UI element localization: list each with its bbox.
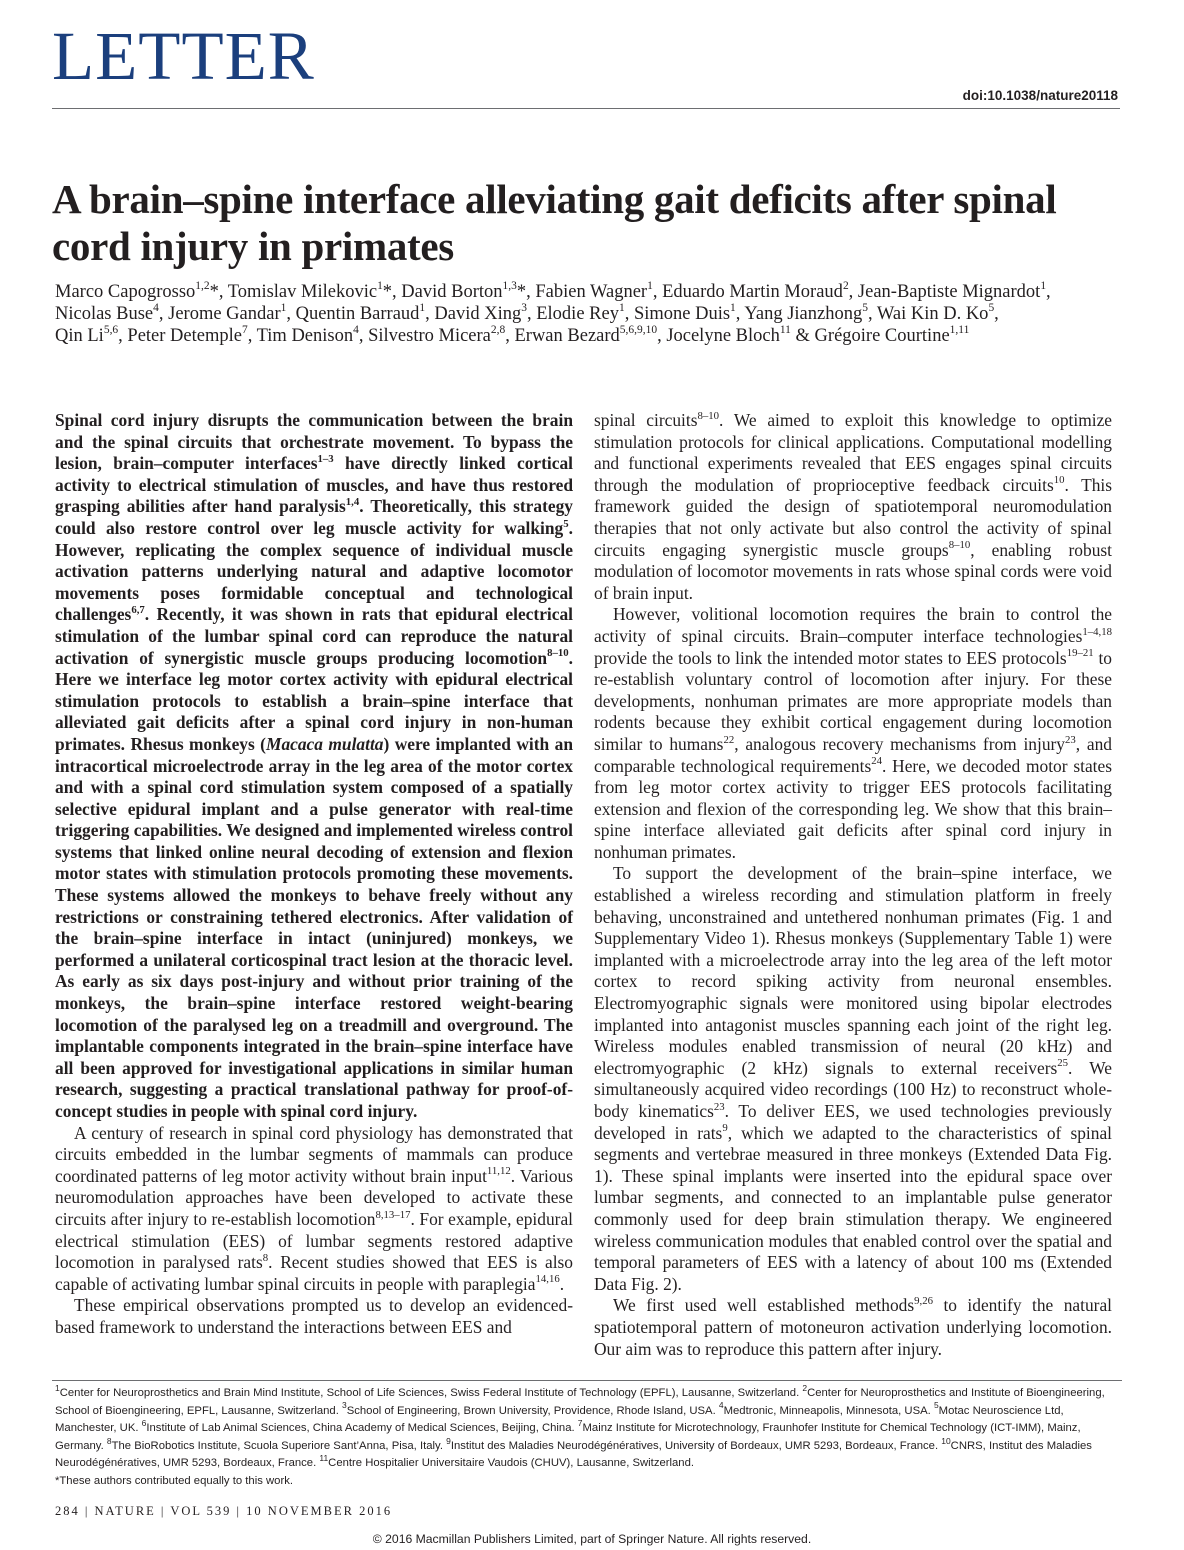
citation-ref: 8 bbox=[262, 1251, 269, 1264]
author bbox=[666, 323, 791, 346]
author-affiliation-ref: 1,3 bbox=[502, 280, 517, 293]
author-name: Wai Kin D. Ko bbox=[876, 303, 989, 324]
author-affiliation-ref: 2,8 bbox=[490, 323, 506, 336]
affiliation-text: Medtronic, Minneapolis, Minnesota, USA. bbox=[723, 1404, 934, 1417]
author-affiliation-ref: 4 bbox=[153, 302, 159, 315]
text-run: spinal circuits bbox=[594, 410, 698, 430]
equal-contribution-mark: * bbox=[516, 282, 527, 302]
text-run: , which we adapted to the characteristics of spinal segments and vertebrae measured in three monkeys (Extended Data Fig. 1). These spinal implants were inserted into the epidural space over lumbar segments, and connected to an implantable pulse generator commonly used for deep brain stimulation therapy. We engineered wireless communication modules that enabled control over the spatial and temporal parameters of EES with a latency of about 100 ms (Extended Data Fig. 2). bbox=[594, 1122, 1112, 1294]
author bbox=[877, 304, 994, 324]
author-name: Marco Capogrosso bbox=[55, 282, 196, 302]
author-name: Qin Li bbox=[55, 325, 104, 346]
author-separator: , bbox=[848, 282, 858, 302]
affiliation-number: 9 bbox=[446, 1435, 451, 1446]
author-name: Jerome Gandar bbox=[168, 303, 281, 324]
text-run: . Here, we decoded motor states from leg motor cortex activity to trigger EES protocols facilitating extension and flexion of the corresponding leg. We show that this brain–spine interface alleviated gait deficits after spinal cord injury in nonhuman primates. bbox=[594, 755, 1112, 862]
body-paragraph bbox=[55, 1295, 573, 1338]
text-run: , and comparable technological requirements bbox=[594, 733, 1112, 776]
author-separator: , bbox=[358, 325, 369, 346]
author bbox=[744, 304, 868, 324]
text-run: Spinal cord injury disrupts the communication between the brain and the spinal circuits that orchestrate movement. To bypass the lesion, brain–computer interfaces bbox=[55, 410, 573, 474]
author-name: Nicolas Buse bbox=[55, 303, 154, 324]
abstract-paragraph bbox=[55, 410, 573, 1123]
author-separator: , bbox=[526, 303, 537, 324]
text-run: . This framework guided the design of spatiotemporal neuromodulation therapies that not only activate but also control the activity of spinal circuits engaging synergistic muscle groups bbox=[594, 474, 1112, 560]
affiliation-text: Institut des Maladies Neurodégénératives, University of Bordeaux, UMR 5293, Bordeaux, France. bbox=[450, 1439, 942, 1452]
author-separator: , bbox=[118, 325, 128, 346]
footnote-divider bbox=[52, 1380, 1122, 1381]
affiliation-text: Center for Neuroprosthetics and Brain Mind Institute, School of Life Sciences, Swiss Federal Institute of Technology (EPFL), Lausanne, Switzerland. bbox=[59, 1387, 803, 1399]
affiliation-text: CNRS, Institut des Maladies Neurodégénératives, UMR 5293, Bordeaux, France. bbox=[55, 1439, 1092, 1470]
author bbox=[55, 323, 119, 346]
citation-ref: 6,7 bbox=[131, 604, 145, 617]
text-run: . Recent studies showed that EES is also capable of activating lumbar spinal circuits in people with paraplegia bbox=[55, 1252, 573, 1294]
citation-ref: 8,13–17 bbox=[375, 1208, 411, 1221]
author-separator: , bbox=[526, 282, 536, 302]
author-affiliation-ref: 1 bbox=[647, 280, 653, 293]
body-paragraph bbox=[594, 863, 1112, 1295]
author bbox=[536, 304, 624, 324]
text-run: To support the development of the brain–spine interface, we established a wireless recording and stimulation platform in freely behaving, unconstrained and untethered nonhuman primates (Fig. 1 and Supplementary Video 1). Rhesus monkeys (Supplementary Table 1) were implanted with a microelectrode array into the leg area of the left motor cortex to record spiking activity from neuronal ensembles. Electromyographic signals were monitored using bipolar electrodes implanted into antagonist muscles spanning each joint of the right leg. Wireless modules enabled transmission of neural (20 kHz) and electromyographic (2 kHz) signals to external receivers bbox=[594, 863, 1112, 1078]
author-name: Erwan Bezard bbox=[514, 325, 620, 346]
author bbox=[514, 323, 658, 346]
body-paragraph bbox=[594, 1295, 1112, 1360]
author-affiliation-ref: 1 bbox=[618, 302, 625, 315]
affiliation-text: School of Engineering, Brown University, Providence, Rhode Island, USA. bbox=[346, 1404, 719, 1417]
author bbox=[55, 282, 219, 302]
author-separator: , bbox=[657, 325, 667, 346]
citation-ref: 19–21 bbox=[1066, 647, 1094, 660]
text-run: , enabling robust modulation of locomotor movements in rats whose spinal cords were void of brain input. bbox=[594, 539, 1112, 603]
citation-ref: 14,16 bbox=[535, 1273, 560, 1286]
author-name: Tomislav Milekovic bbox=[227, 282, 378, 302]
author-separator: , bbox=[624, 303, 634, 324]
article-title: A brain–spine interface alleviating gait deficits after spinal cord injury in primates bbox=[52, 176, 1057, 269]
doi[interactable]: doi:10.1038/nature20118 bbox=[962, 88, 1118, 103]
author-affiliation-ref: 1 bbox=[280, 302, 287, 315]
author bbox=[228, 282, 392, 302]
affiliation-number: 8 bbox=[106, 1435, 112, 1446]
text-run: . Theoretically, this strategy could also restore control over leg muscle activity for walking bbox=[55, 496, 573, 538]
author-name: Tim Denison bbox=[256, 325, 354, 346]
text-run: to re-establish voluntary control of locomotion after injury. For these developments, nonhuman primates are more appropriate models than rodents because they exhibit cortical engagement during locomotion similar to humans bbox=[594, 647, 1112, 754]
author-separator: , bbox=[247, 325, 257, 346]
author-affiliation-ref: 7 bbox=[241, 323, 248, 336]
text-run: . For example, epidural electrical stimulation (EES) of lumbar segments restored adaptive locomotion in paralysed rats bbox=[55, 1208, 573, 1273]
author-name: Elodie Rey bbox=[536, 303, 619, 324]
citation-ref: 23 bbox=[713, 1100, 725, 1113]
author bbox=[662, 282, 849, 302]
author-name: Fabien Wagner bbox=[535, 282, 648, 302]
author bbox=[256, 323, 359, 346]
affiliation-text: Motac Neuroscience Ltd, Manchester, UK. bbox=[55, 1404, 1064, 1435]
affiliations-footnote bbox=[55, 1382, 1115, 1491]
text-run: . Recently, it was shown in rats that epidural electrical stimulation of the lumbar spinal cord can reproduce the natural activation of synergistic muscle groups producing locomotion bbox=[55, 604, 573, 668]
text-run: A century of research in spinal cord physiology has demonstrated that circuits embedded in the lumbar segments of mammals can produce coordinated patterns of leg motor activity without brain input bbox=[55, 1122, 573, 1186]
affiliation-number: 11 bbox=[319, 1453, 329, 1464]
citation-ref: 5 bbox=[563, 517, 569, 530]
author-name: Grégoire Courtine bbox=[814, 325, 950, 346]
text-run: . We aimed to exploit this knowledge to optimize stimulation protocols for clinical applications. Computational modelling and functional experiments revealed that EES engages spinal circuits through the modulation of proprioceptive feedback circuits bbox=[594, 410, 1113, 495]
author-affiliation-ref: 1 bbox=[730, 302, 736, 315]
text-run: . Various neuromodulation approaches have been developed to activate these circuits after injury to re-establish locomotion bbox=[55, 1165, 574, 1229]
author-affiliation-ref: 1 bbox=[377, 280, 383, 293]
author-separator: , bbox=[652, 282, 663, 302]
text-run: , analogous recovery mechanisms from injury bbox=[734, 733, 1066, 754]
text-run: provide the tools to link the intended motor states to EES protocols bbox=[594, 647, 1067, 668]
author bbox=[634, 304, 736, 324]
affiliation-number: 2 bbox=[802, 1382, 808, 1393]
affiliation-text: The BioRobotics Institute, Scuola Superiore Sant’Anna, Pisa, Italy. bbox=[111, 1439, 447, 1452]
author-affiliation-ref: 1 bbox=[419, 302, 426, 315]
citation-ref: 8–10 bbox=[697, 409, 720, 422]
citation-ref: 22 bbox=[723, 733, 735, 746]
body-column-right bbox=[594, 410, 1112, 1360]
author-separator: , bbox=[867, 303, 877, 324]
text-run: . We simultaneously acquired video recordings (100 Hz) to reconstruct whole-body kinematics bbox=[594, 1057, 1112, 1121]
author-name: Peter Detemple bbox=[127, 325, 242, 346]
author-separator: , bbox=[994, 303, 999, 324]
citation-ref: 1,4 bbox=[345, 496, 360, 509]
affiliation-text: Center for Neuroprosthetics and Institute of Bioengineering, School of Bioengineering, EPFL, Lausanne, Switzerland. bbox=[55, 1387, 1105, 1417]
body-paragraph bbox=[594, 604, 1112, 863]
affiliation-number: 5 bbox=[933, 1400, 939, 1411]
author-separator: , bbox=[735, 303, 745, 324]
affiliation-number: 1 bbox=[55, 1382, 60, 1393]
author-name: David Xing bbox=[434, 303, 522, 324]
equal-contribution-mark: * bbox=[382, 282, 393, 302]
author-name: Yang Jianzhong bbox=[744, 303, 863, 324]
author-list bbox=[55, 282, 1055, 347]
page-folio: 284 | NATURE | VOL 539 | 10 NOVEMBER 2016 bbox=[55, 1504, 393, 1518]
author-name: Silvestro Micera bbox=[368, 325, 491, 346]
citation-ref: 8–10 bbox=[547, 647, 569, 660]
author-separator: , bbox=[505, 325, 515, 346]
author-separator: , bbox=[218, 282, 228, 302]
equal-contribution-note: *These authors contributed equally to this work. bbox=[55, 1474, 293, 1487]
author-affiliation-ref: 5,6,9,10 bbox=[619, 323, 658, 336]
text-run: These empirical observations prompted us to develop an evidenced-based framework to understand the interactions between EES and bbox=[55, 1295, 573, 1337]
author-separator: , bbox=[158, 303, 169, 324]
citation-ref: 9 bbox=[722, 1122, 728, 1135]
citation-ref: 8–10 bbox=[948, 539, 971, 552]
citation-ref: 1–3 bbox=[317, 452, 334, 465]
text-run: ) were implanted with an intracortical microelectrode array in the leg area of the motor cortex and with a spinal cord stimulation system composed of a spatially selective epidural implant and a pulse generator with real-time triggering capabilities. We designed and implemented wireless control systems that linked online neural decoding of extension and flexion motor states with stimulation protocols promoting these movements. These systems allowed the monkeys to behave freely without any restrictions or constraining tethered electronics. After validation of the brain–spine interface in intact (uninjured) monkeys, we performed a unilateral corticospinal tract lesion at the thoracic level. As early as six days post-injury and without prior training of the monkeys, the brain–spine interface restored weight-bearing locomotion of the paralysed leg on a treadmill and overground. The implantable components integrated in the brain–spine interface have all been approved for investigational applications in similar human research, suggesting a practical translational pathway for proof-of-concept studies in people with spinal cord injury. bbox=[55, 733, 574, 1121]
author-affiliation-ref: 5 bbox=[862, 302, 868, 315]
author-affiliation-ref: 1 bbox=[1040, 280, 1047, 293]
author bbox=[127, 323, 248, 346]
text-run: However, volitional locomotion requires the brain to control the activity of spinal circuits. Brain–computer interface technologies bbox=[594, 604, 1112, 646]
affiliation-text: Centre Hospitalier Universitaire Vaudois (CHUV), Lausanne, Switzerland. bbox=[328, 1457, 695, 1470]
text-run: have directly linked cortical activity to electrical stimulation of muscles, and have thus restored grasping abilities after hand paralysis bbox=[55, 453, 573, 517]
author bbox=[535, 282, 652, 302]
section-label: LETTER bbox=[52, 18, 315, 94]
author bbox=[296, 304, 426, 324]
citation-ref: 24 bbox=[871, 755, 882, 768]
affiliation-number: 7 bbox=[577, 1418, 583, 1428]
author-affiliation-ref: 5,6 bbox=[103, 323, 119, 336]
author-affiliation-ref: 4 bbox=[353, 323, 359, 336]
affiliation-list bbox=[55, 1382, 1115, 1473]
author-affiliation-ref: 1,11 bbox=[949, 323, 970, 336]
affiliation-number: 4 bbox=[718, 1400, 724, 1411]
species-name: Macaca mulatta bbox=[265, 733, 384, 754]
citation-ref: 25 bbox=[1057, 1057, 1069, 1070]
affiliation-text: Institute of Lab Animal Sciences, China Academy of Medical Sciences, Beijing, China. bbox=[146, 1422, 578, 1435]
author-separator: , bbox=[425, 303, 435, 324]
author-affiliation-ref: 1,2 bbox=[195, 280, 210, 293]
citation-ref: 23 bbox=[1065, 733, 1076, 746]
author-separator: , bbox=[392, 282, 402, 302]
author bbox=[434, 304, 527, 324]
citation-ref: 1–4,18 bbox=[1082, 625, 1112, 638]
header-divider bbox=[52, 108, 1120, 109]
author-affiliation-ref: 2 bbox=[842, 280, 849, 293]
text-run: to identify the natural spatiotemporal pattern of motoneuron activation underlying locomotion. Our aim was to reproduce this pattern after injury. bbox=[594, 1295, 1112, 1359]
copyright-notice: © 2016 Macmillan Publishers Limited, part of Springer Nature. All rights reserved. bbox=[372, 1532, 812, 1546]
author-name: Eduardo Martin Moraud bbox=[662, 282, 843, 302]
author-affiliation-ref: 5 bbox=[988, 302, 995, 315]
author-separator: & bbox=[790, 325, 815, 346]
affiliation-number: 6 bbox=[141, 1418, 147, 1428]
body-column-left bbox=[55, 410, 573, 1339]
text-run: . Here we interface leg motor cortex activity with epidural electrical stimulation protocols to establish a brain–spine interface that alleviated gait deficits after a spinal cord injury in non-human primates. Rhesus monkeys ( bbox=[55, 647, 573, 754]
author-separator: , bbox=[286, 303, 296, 324]
citation-ref: 10 bbox=[1053, 474, 1065, 487]
author-name: Jocelyne Bloch bbox=[666, 325, 780, 346]
equal-contribution-mark: * bbox=[209, 282, 219, 302]
author bbox=[814, 323, 970, 346]
citation-ref: 9,26 bbox=[914, 1295, 933, 1308]
affiliation-number: 3 bbox=[342, 1400, 347, 1411]
author bbox=[168, 304, 286, 324]
author bbox=[858, 282, 1046, 302]
text-run: . To deliver EES, we used technologies previously developed in rats bbox=[594, 1101, 1113, 1143]
text-run: We first used well established methods bbox=[613, 1295, 915, 1316]
author-separator: , bbox=[1046, 282, 1051, 302]
affiliation-text: Mainz Institute for Microtechnology, Fraunhofer Institute for Chemical Technology (ICT-IMM), Mainz, Germany. bbox=[55, 1422, 1081, 1452]
author-name: David Borton bbox=[401, 282, 503, 302]
affiliation-number: 10 bbox=[941, 1435, 951, 1446]
author bbox=[401, 282, 526, 302]
author-affiliation-ref: 11 bbox=[779, 323, 791, 336]
text-run: . bbox=[559, 1273, 565, 1294]
author-name: Simone Duis bbox=[633, 303, 731, 324]
body-paragraph bbox=[55, 1123, 573, 1296]
author-name: Jean-Baptiste Mignardot bbox=[857, 282, 1041, 302]
author bbox=[55, 304, 159, 324]
author-name: Quentin Barraud bbox=[295, 303, 420, 324]
author-affiliation-ref: 3 bbox=[521, 302, 527, 315]
body-paragraph bbox=[594, 410, 1112, 604]
author bbox=[368, 323, 506, 346]
text-run: . However, replicating the complex sequence of individual muscle activation patterns underlying natural and adaptive locomotor movements poses formidable conceptual and technological challenges bbox=[55, 517, 573, 625]
citation-ref: 11,12 bbox=[486, 1165, 511, 1178]
